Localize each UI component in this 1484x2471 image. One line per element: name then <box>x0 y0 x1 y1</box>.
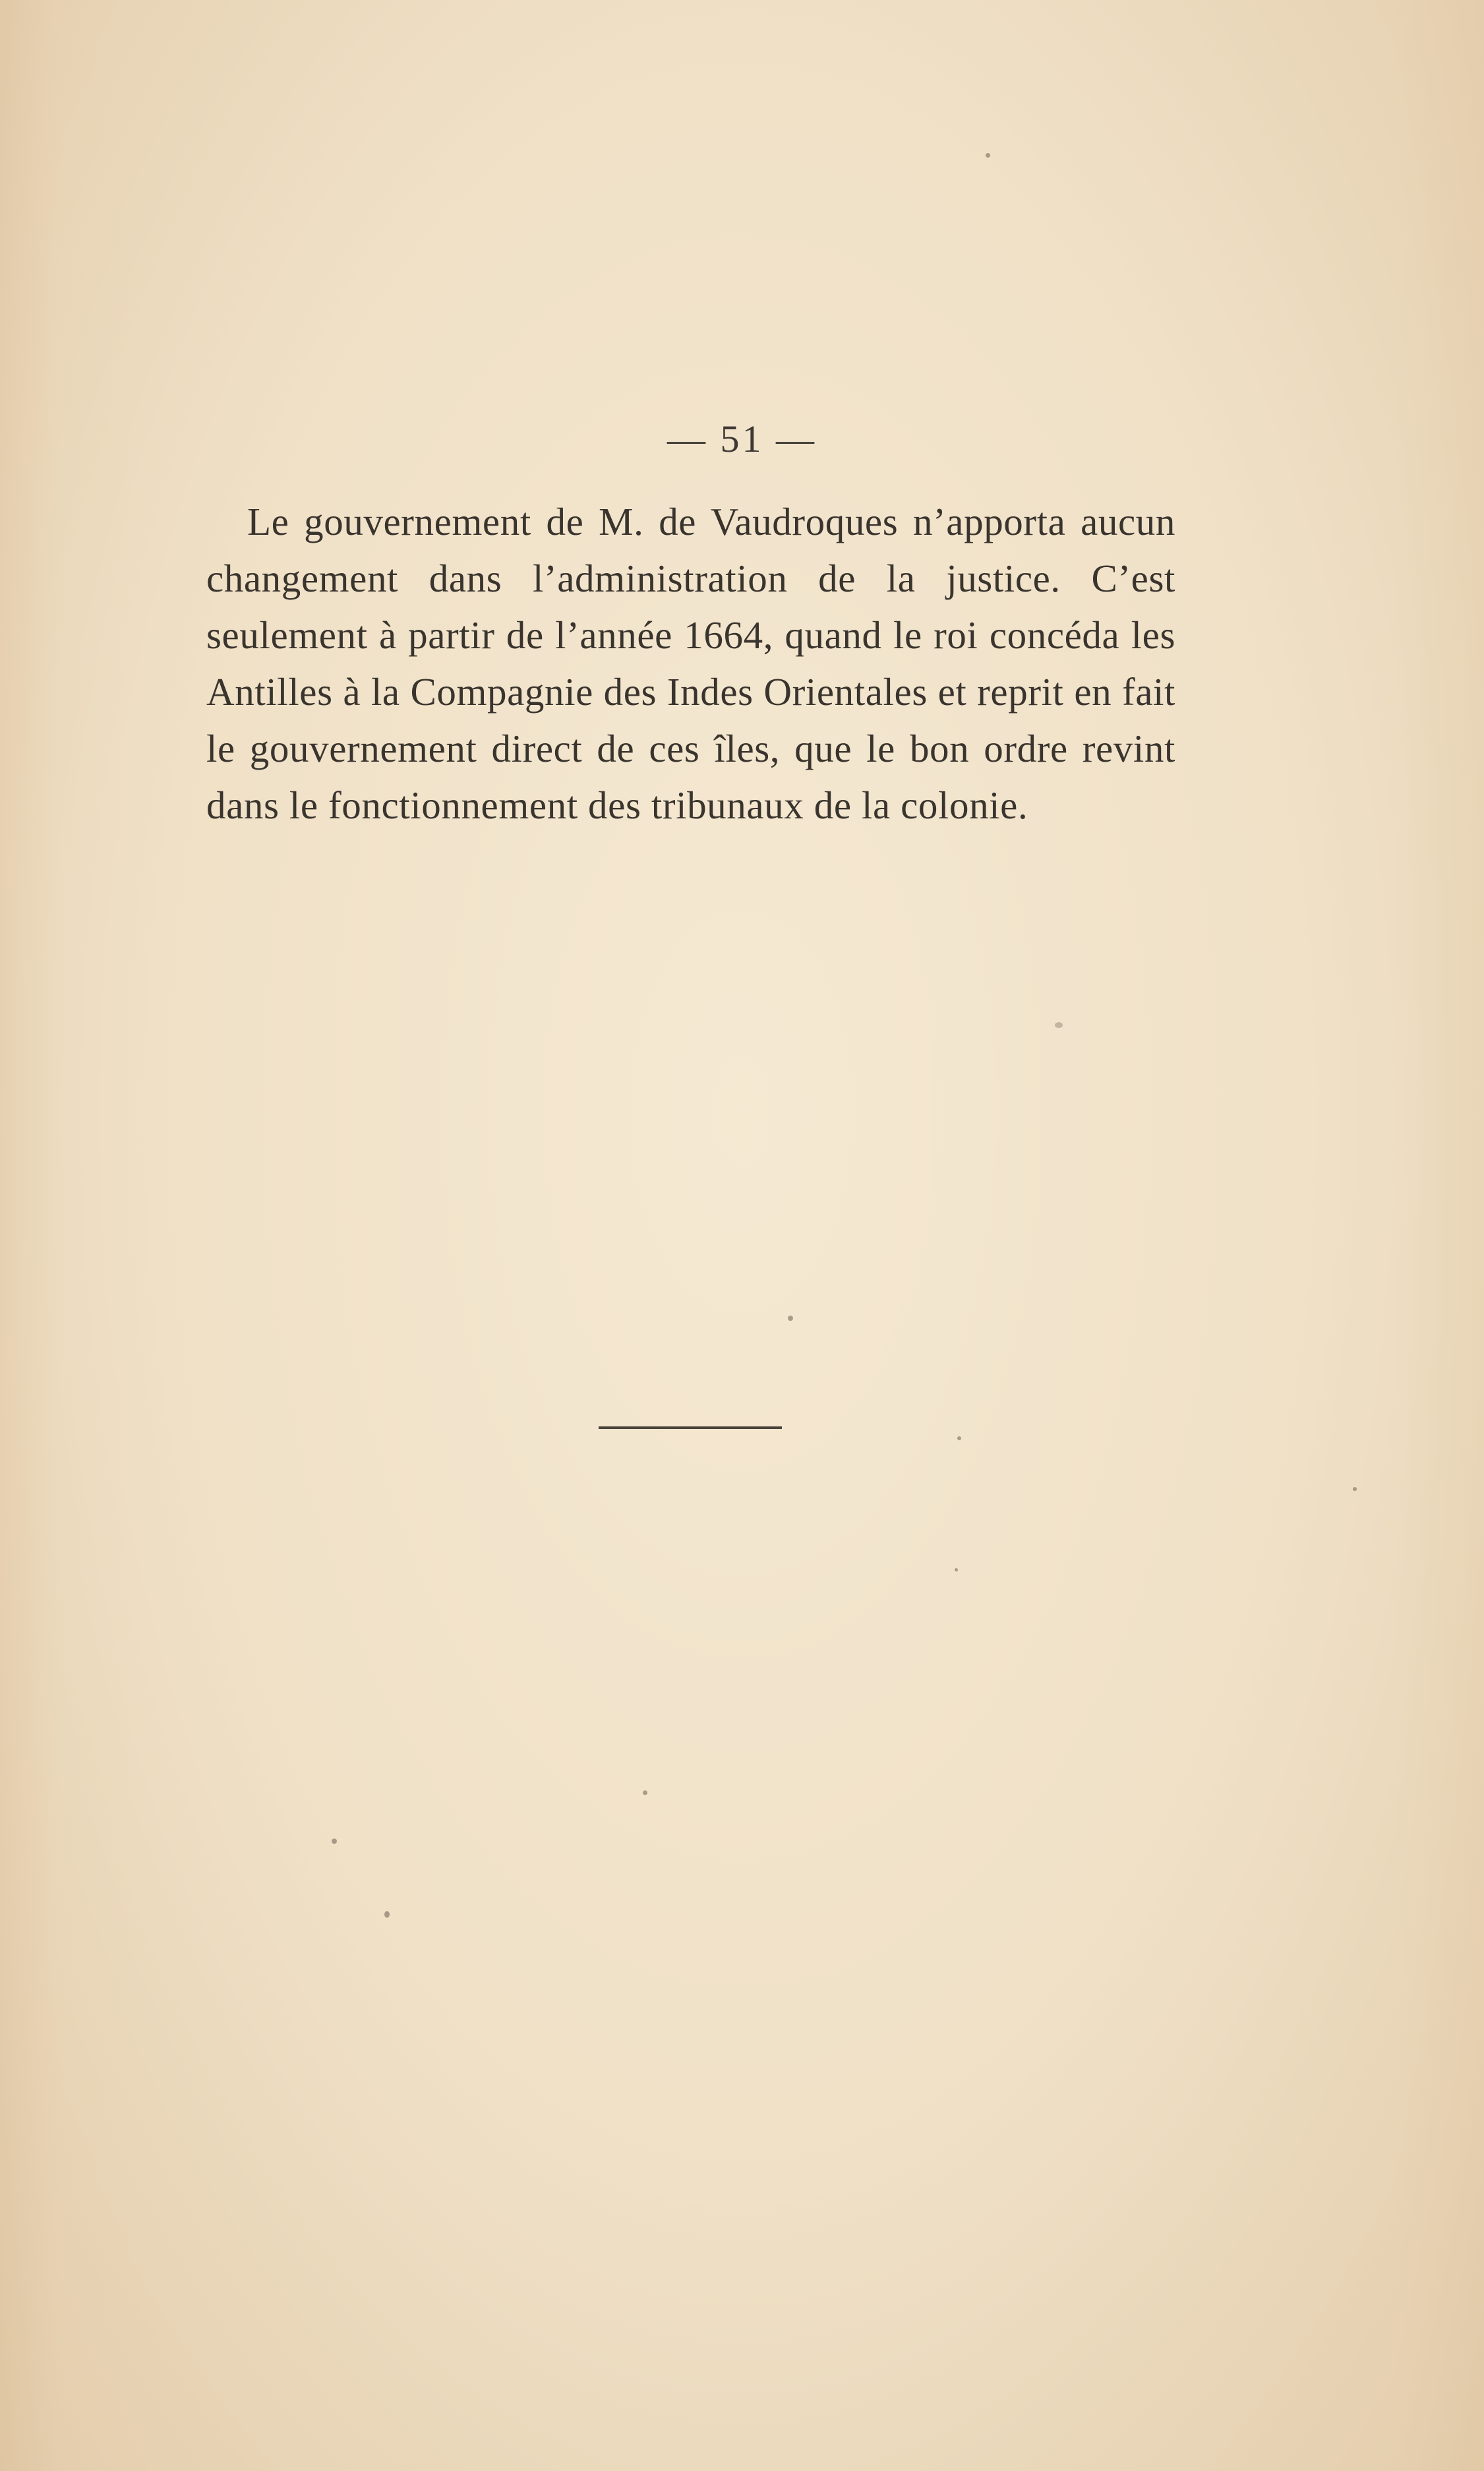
paper-speck <box>643 1790 647 1795</box>
paper-speck <box>957 1436 961 1440</box>
paper-speck <box>955 1568 958 1571</box>
page-number: — 51 — <box>667 417 817 460</box>
paper-speck <box>986 153 990 158</box>
paper-speck <box>1353 1487 1357 1491</box>
paper-speck <box>332 1839 337 1844</box>
body-paragraph: Le gouvernement de M. de Vaudroques n’apporta aucun changement dans l’administration de la justice. C’est seulement à partir de l’année 1664, quand le roi concéda les Antilles à la Compagnie des Indes Orientales et reprit en fait le gouvernement direct de ces îles, que le bon ordre revint dans le fonctionnement des tribunaux de la colonie. <box>206 500 1175 827</box>
paper-speck <box>788 1316 793 1321</box>
paper-speck <box>1055 1022 1063 1028</box>
section-end-rule <box>599 1426 782 1429</box>
paper-speck <box>384 1911 390 1918</box>
